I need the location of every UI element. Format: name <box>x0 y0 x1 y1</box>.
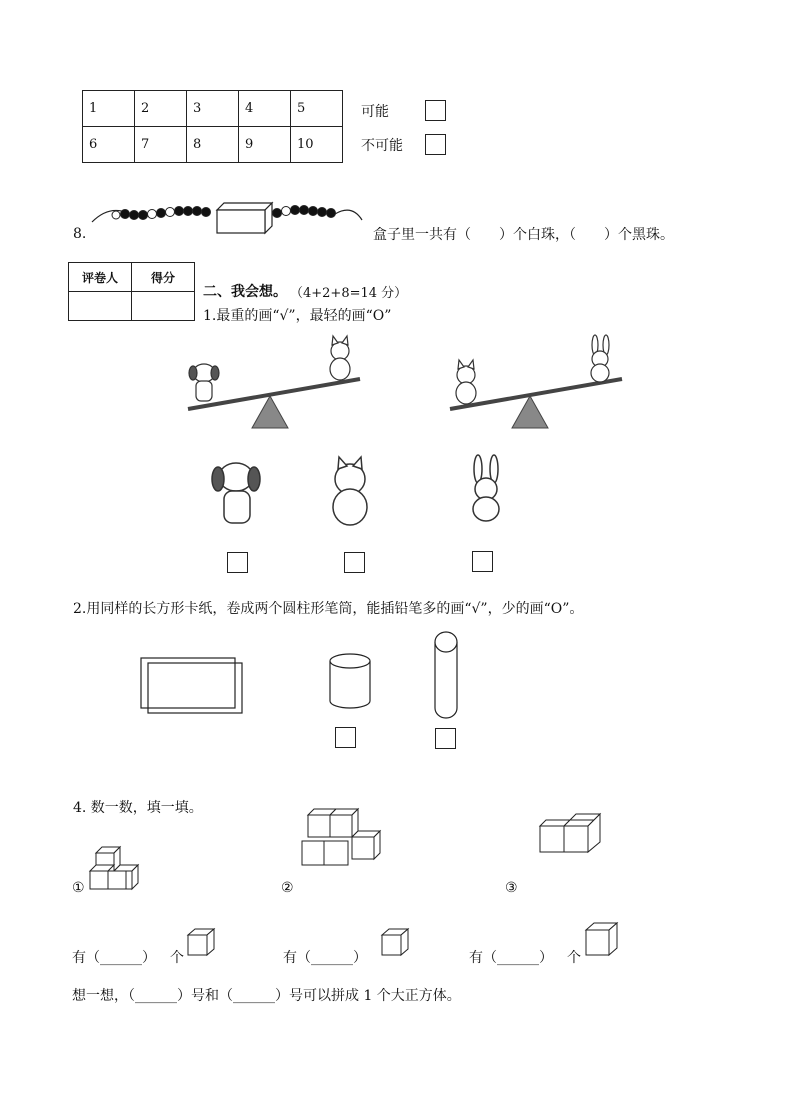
small-cube-icon <box>187 928 217 958</box>
short-cylinder-checkbox[interactable] <box>335 727 356 748</box>
q8-text: 盒子里一共有（ ）个白珠，（ ）个黑珠。 <box>373 227 674 243</box>
count-1-prefix[interactable]: 有（______） <box>72 950 156 966</box>
dog-icon <box>212 463 260 523</box>
q4-label-2: ② <box>281 880 294 896</box>
tall-cylinder-checkbox[interactable] <box>435 728 456 749</box>
rabbit-checkbox[interactable] <box>472 551 493 572</box>
reviewer-header: 评卷人 <box>69 263 132 292</box>
count-2-prefix[interactable]: 有（______） <box>283 950 367 966</box>
rabbit-icon <box>473 455 499 521</box>
paper-cylinders-illustration <box>138 628 478 728</box>
q4-text: 4. 数一数，填一填。 <box>73 800 203 816</box>
grid-cell: 2 <box>135 91 187 127</box>
animals-row <box>200 455 530 535</box>
score-table <box>68 262 195 321</box>
possible-checkbox[interactable] <box>425 100 446 121</box>
short-cylinder-icon <box>330 654 370 708</box>
tall-cylinder-icon <box>435 632 457 718</box>
q1-text: 1.最重的画“√”，最轻的画“O” <box>203 308 392 324</box>
count-1-suffix: 个 <box>170 950 184 966</box>
score-header: 得分 <box>132 263 195 292</box>
section2-points: （4+2+8=14 分） <box>290 286 408 301</box>
option-possible-label: 可能 <box>361 104 389 120</box>
option-impossible-label: 不可能 <box>361 138 403 154</box>
q4-label-3: ③ <box>505 880 518 896</box>
seesaw-illustration <box>180 333 640 433</box>
final-question: 想一想，（______）号和（______）号可以拼成 1 个大正方体。 <box>72 988 461 1004</box>
count-3-prefix[interactable]: 有（______） <box>469 950 553 966</box>
cube-stack-2 <box>300 805 382 867</box>
number-grid <box>82 90 343 163</box>
grid-cell: 6 <box>83 127 135 163</box>
grid-cell: 5 <box>291 91 343 127</box>
q2-text: 2.用同样的长方形卡纸，卷成两个圆柱形笔筒，能插铅笔多的画“√”，少的画“O”。 <box>73 601 584 617</box>
beads-box-illustration <box>90 198 365 238</box>
rabbit-icon <box>591 335 609 382</box>
grid-cell: 10 <box>291 127 343 163</box>
grid-cell: 3 <box>187 91 239 127</box>
cat-checkbox[interactable] <box>344 552 365 573</box>
section2-title: 二、我会想。 <box>203 284 287 300</box>
count-3-suffix: 个 <box>567 950 581 966</box>
q4-label-1: ① <box>72 880 85 896</box>
cat-icon <box>333 457 367 525</box>
reviewer-cell[interactable] <box>69 292 132 321</box>
grid-cell: 8 <box>187 127 239 163</box>
cube-stack-1 <box>88 835 148 893</box>
cat-icon <box>456 360 476 404</box>
grid-cell: 7 <box>135 127 187 163</box>
score-cell[interactable] <box>132 292 195 321</box>
dog-icon <box>189 364 219 401</box>
q8-number: 8. <box>73 226 87 242</box>
small-cube-icon <box>381 928 411 958</box>
dog-checkbox[interactable] <box>227 552 248 573</box>
cube-stack-3 <box>538 812 606 856</box>
rectangle-paper-icon <box>141 658 242 713</box>
grid-cell: 4 <box>239 91 291 127</box>
grid-cell: 9 <box>239 127 291 163</box>
impossible-checkbox[interactable] <box>425 134 446 155</box>
grid-cell: 1 <box>83 91 135 127</box>
cat-icon <box>330 336 350 380</box>
small-cube-icon <box>585 922 621 958</box>
